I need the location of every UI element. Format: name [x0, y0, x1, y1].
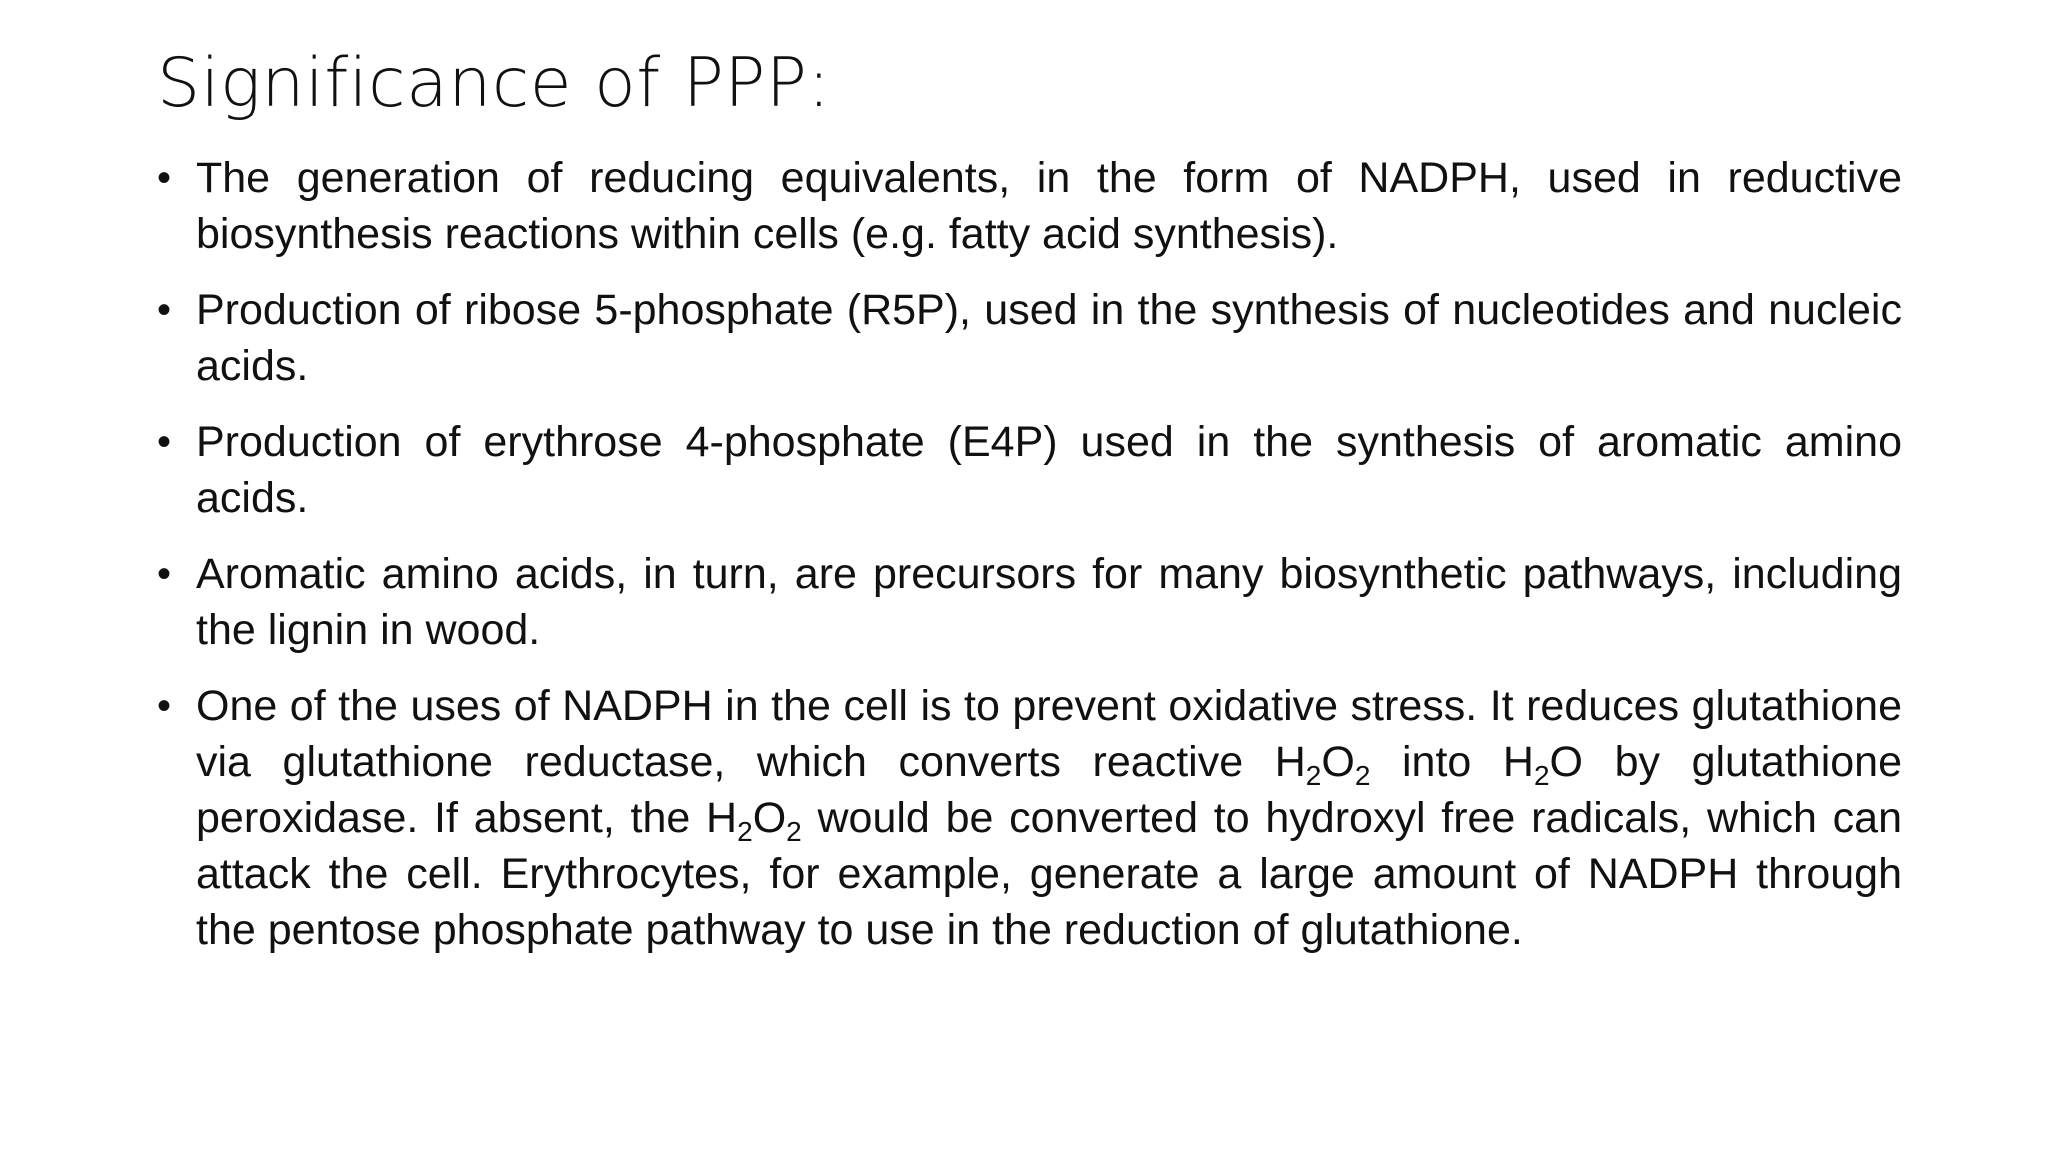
bullet-text: Aromatic amino acids, in turn, are precursors for many biosynthetic pathways, including the lignin in wood. — [196, 550, 1902, 654]
bullet-list — [157, 150, 1902, 978]
subscript: 2 — [737, 816, 753, 847]
bullet-text-part: would be converted to hydroxyl free radicals, which can attack the cell. Erythrocytes, for example, generate a large amount of NADPH through the pentose phosphate pathway to use in the reduction of glutathione. — [196, 794, 1902, 954]
bullet-icon: • — [157, 552, 172, 596]
bullet-text: Production of erythrose 4-phosphate (E4P) used in the synthesis of aromatic amino acids. — [196, 418, 1902, 522]
bullet-icon: • — [157, 288, 172, 332]
subscript: 2 — [1533, 760, 1550, 791]
bullet-icon: • — [157, 420, 172, 464]
bullet-text-part: O by glutathione peroxidase. If absent, the H — [196, 738, 1902, 842]
subscript: 2 — [786, 816, 802, 847]
bullet-text-part: O — [1321, 738, 1355, 786]
slide-title: Significance of PPP: — [157, 44, 831, 123]
bullet-item — [157, 150, 1902, 262]
bullet-item — [157, 678, 1902, 958]
subscript: 2 — [1354, 760, 1371, 791]
bullet-icon: • — [157, 156, 172, 200]
bullet-text — [196, 682, 1902, 954]
bullet-text-part: One of the uses of NADPH in the cell is to prevent oxidative stress. It reduces glutathione via glutathione reductase, which converts reactive H — [196, 682, 1902, 786]
bullet-text: The generation of reducing equivalents, in the form of NADPH, used in reductive biosynthesis reactions within cells (e.g. fatty acid synthesis). — [196, 154, 1902, 258]
bullet-text: Production of ribose 5-phosphate (R5P), used in the synthesis of nucleotides and nucleic acids. — [196, 286, 1902, 390]
bullet-item — [157, 282, 1902, 394]
bullet-item — [157, 414, 1902, 526]
bullet-icon: • — [157, 684, 172, 728]
bullet-text-part: into H — [1370, 738, 1534, 786]
subscript: 2 — [1305, 760, 1322, 791]
bullet-text-part: O — [752, 794, 787, 842]
bullet-item — [157, 546, 1902, 658]
